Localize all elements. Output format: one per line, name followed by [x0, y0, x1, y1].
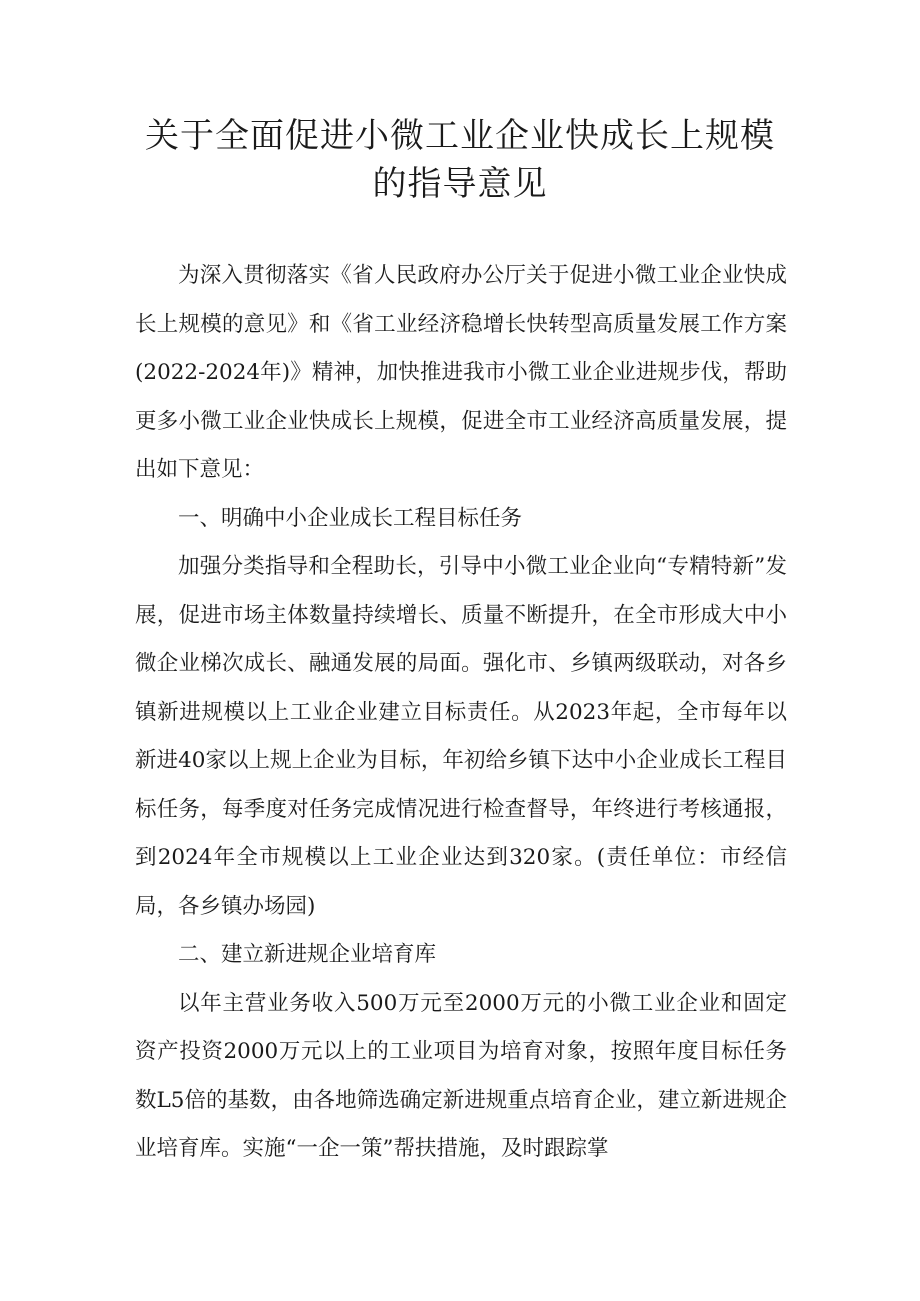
document-body	[135, 252, 787, 1174]
document-title-line-1: 关于全面促进小微工业企业快成长上规模	[145, 116, 775, 156]
section-2-paragraph: 以年主营业务收入500万元至2000万元的小微工业企业和固定资产投资2000万元以上的工业项目为培育对象，按照年度目标任务数L5倍的基数，由各地筛选确定新进规重点培育企业，建立新进规企业培育库。实施“一企一策”帮扶措施，及时跟踪掌	[135, 990, 787, 1161]
section-1-paragraph: 加强分类指导和全程助长，引导中小微工业企业向“专精特新”发展，促进市场主体数量持续增长、质量不断提升，在全市形成大中小微企业梯次成长、融通发展的局面。强化市、乡镇两级联动，对各乡镇新进规模以上工业企业建立目标责任。从2023年起，全市每年以新进40家以上规上企业为目标，年初给乡镇下达中小企业成长工程目标任务，每季度对任务完成情况进行检查督导，年终进行考核通报，到2024年全市规模以上工业企业达到320家。(责任单位：市经信局，各乡镇办场园)	[135, 554, 787, 919]
document-title-line-2: 的指导意见	[372, 164, 548, 204]
section-heading-2: 二、建立新进规企业培育库	[178, 942, 437, 967]
section-heading-1: 一、明确中小企业成长工程目标任务	[178, 505, 523, 531]
intro-paragraph: 为深入贯彻落实《省人民政府办公厅关于促进小微工业企业快成长上规模的意见》和《省工业经济稳增长快转型高质量发展工作方案(2022-2024年)》精神，加快推进我市小微工业企业进规步伐，帮助更多小微工业企业快成长上规模，促进全市工业经济高质量发展，提出如下意见：	[135, 263, 787, 482]
